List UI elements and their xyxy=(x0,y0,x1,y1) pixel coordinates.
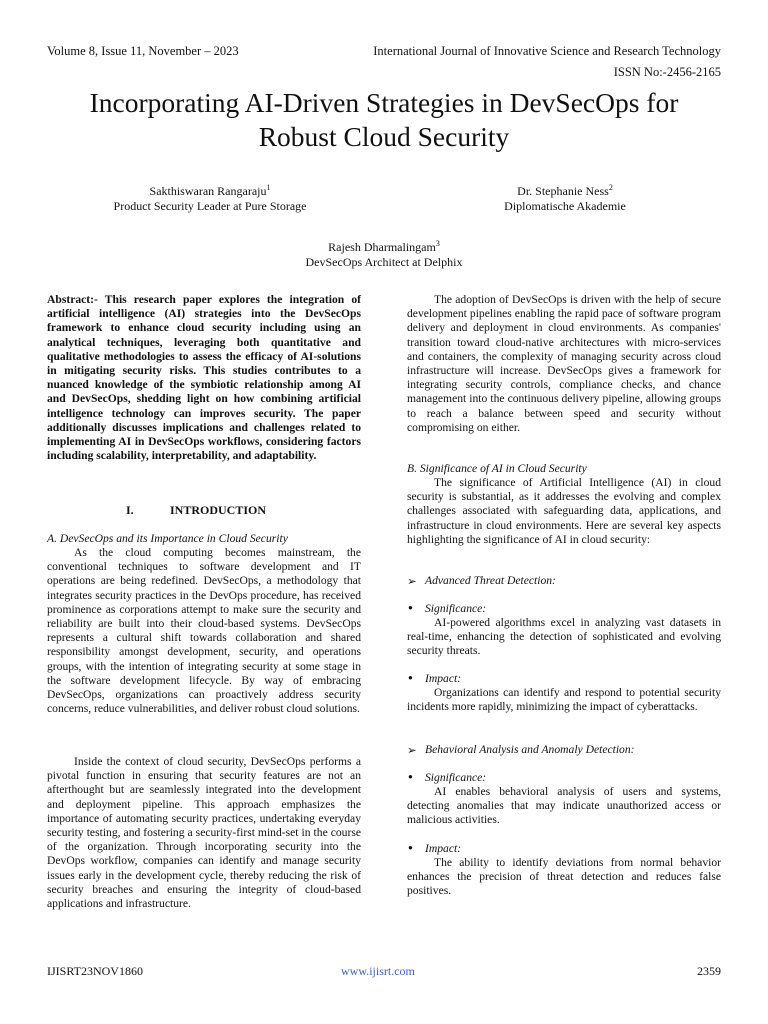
subsection-b-title: B. Significance of AI in Cloud Security xyxy=(407,462,587,475)
author-3-name: Rajesh Dharmalingam xyxy=(328,240,436,254)
paper-id: IJISRT23NOV1860 xyxy=(47,964,143,978)
author-3-affiliation: DevSecOps Architect at Delphix xyxy=(305,254,463,269)
intro-paragraph-1: As the cloud computing becomes mainstream, the conventional techniques to software development and IT operations are being redefined. DevSecOps, a methodology that integrates security practices in the DevOps procedure, has received prominence as corporations attempt to make sure the security and reliability are built into their cloud-based systems. DevSecOps represents a cultural shift towards collaboration and shared responsibility amongst development, security, and operations groups, with the intention of integrating security at some stage in the software development lifecycle. By way of embracing DevSecOps, organizations can proactively address security concerns, reduce vulnerabilities, and deliver robust cloud solutions. xyxy=(47,546,361,716)
author-1-name: Sakthiswaran Rangaraju xyxy=(149,184,267,198)
item-1-significance-text: AI-powered algorithms excel in analyzing vast datasets in real-time, enhancing the detection of sophisticated and evolving security threats. xyxy=(407,616,721,658)
author-2-sup: 2 xyxy=(608,183,613,192)
item-2-significance-label: Significance: xyxy=(425,771,487,784)
author-1 xyxy=(90,181,330,213)
author-2 xyxy=(440,181,690,213)
journal-url-link[interactable]: www.ijisrt.com xyxy=(341,964,415,978)
subsection-a-title: A. DevSecOps and its Importance in Cloud Security xyxy=(47,532,288,545)
item-2-impact-text: The ability to identify deviations from normal behavior enhances the precision of threat detection and reduces false positives. xyxy=(407,856,721,898)
dot-bullet-icon: ● xyxy=(408,603,413,612)
arrow-bullet-icon: ➢ xyxy=(407,575,417,588)
dot-bullet-icon: ● xyxy=(408,673,413,682)
author-1-affiliation: Product Security Leader at Pure Storage xyxy=(113,198,307,213)
intro-paragraph-3: The adoption of DevSecOps is driven with the help of secure development pipelines enabling the rapid pace of software program delivery and deployment in cloud environments. As companies' transition toward cloud-native architectures with micro-services and containers, the complexity of managing security across cloud infrastructure will increase. DevSecOps gives a framework for integrating security controls, compliance checks, and chance management into the continuous delivery pipeline, allowing groups to reach a balance between speed and security without compromising on either. xyxy=(407,293,721,434)
title-line-1: Incorporating AI-Driven Strategies in DevSecOps for xyxy=(89,87,679,118)
section-title: INTRODUCTION xyxy=(170,503,267,517)
item-1-impact-label: Impact: xyxy=(425,672,462,685)
item-2-significance-text: AI enables behavioral analysis of users and systems, detecting anomalies that may indicate unauthorized access or malicious activities. xyxy=(407,785,721,827)
issn: ISSN No:-2456-2165 xyxy=(613,65,721,79)
item-2-heading: Behavioral Analysis and Anomaly Detection: xyxy=(425,743,635,756)
intro-paragraph-2: Inside the context of cloud security, DevSecOps performs a pivotal function in ensuring that security features are not an afterthought but are seamlessly integrated into the development and deployment pipeline. This approach emphasizes the importance of automating security practices, undertaking everyday security testing, and fostering a security-first mind-set in the course of the organization. Through incorporating security into the DevOps workflow, companies can identify and manage security issues early in the development cycle, thereby reducing the risk of security breaches and ensuring the integrity of cloud-based applications and infrastructure. xyxy=(47,755,361,911)
volume-issue: Volume 8, Issue 11, November – 2023 xyxy=(47,44,239,58)
arrow-bullet-icon: ➢ xyxy=(407,744,417,757)
author-2-name: Dr. Stephanie Ness xyxy=(517,184,609,198)
abstract: Abstract:- This research paper explores the integration of artificial intelligence (AI) strategies into the DevSecOps framework to enhance cloud security including using an analytical techniques, leveraging both quantitative and qualitative methodologies to assess the efficacy of AI-solutions in mitigating security risks. This studies contributes to a nuanced knowledge of the symbiotic relationship among AI and DevSecOps, shedding light on how combining artificial intelligence technology can improves security. The paper additionally discusses implications and challenges related to implementing AI in DevSecOps workflows, considering factors including scalability, interpretability, and adaptability. xyxy=(47,293,361,463)
item-1-heading: Advanced Threat Detection: xyxy=(425,574,556,587)
paper-title xyxy=(20,86,748,154)
author-1-sup: 1 xyxy=(266,183,271,192)
item-1-significance-label: Significance: xyxy=(425,602,487,615)
journal-name: International Journal of Innovative Science and Research Technology xyxy=(373,44,721,58)
page-number: 2359 xyxy=(697,964,721,978)
item-2-impact-label: Impact: xyxy=(425,842,462,855)
ai-significance-paragraph: The significance of Artificial Intelligence (AI) in cloud security is substantial, as it addresses the evolving and complex challenges associated with safeguarding data, applications, and infrastructure in cloud environments. Here are several key aspects highlighting the significance of AI in cloud security: xyxy=(407,476,721,546)
title-line-2: Robust Cloud Security xyxy=(258,121,510,152)
dot-bullet-icon: ● xyxy=(408,843,413,852)
dot-bullet-icon: ● xyxy=(408,772,413,781)
author-3-sup: 3 xyxy=(435,239,440,248)
item-1-impact-text: Organizations can identify and respond to potential security incidents more rapidly, minimizing the impact of cyberattacks. xyxy=(407,686,721,714)
section-number: I. xyxy=(126,503,134,517)
author-3 xyxy=(234,237,534,269)
author-2-affiliation: Diplomatische Akademie xyxy=(504,198,626,213)
